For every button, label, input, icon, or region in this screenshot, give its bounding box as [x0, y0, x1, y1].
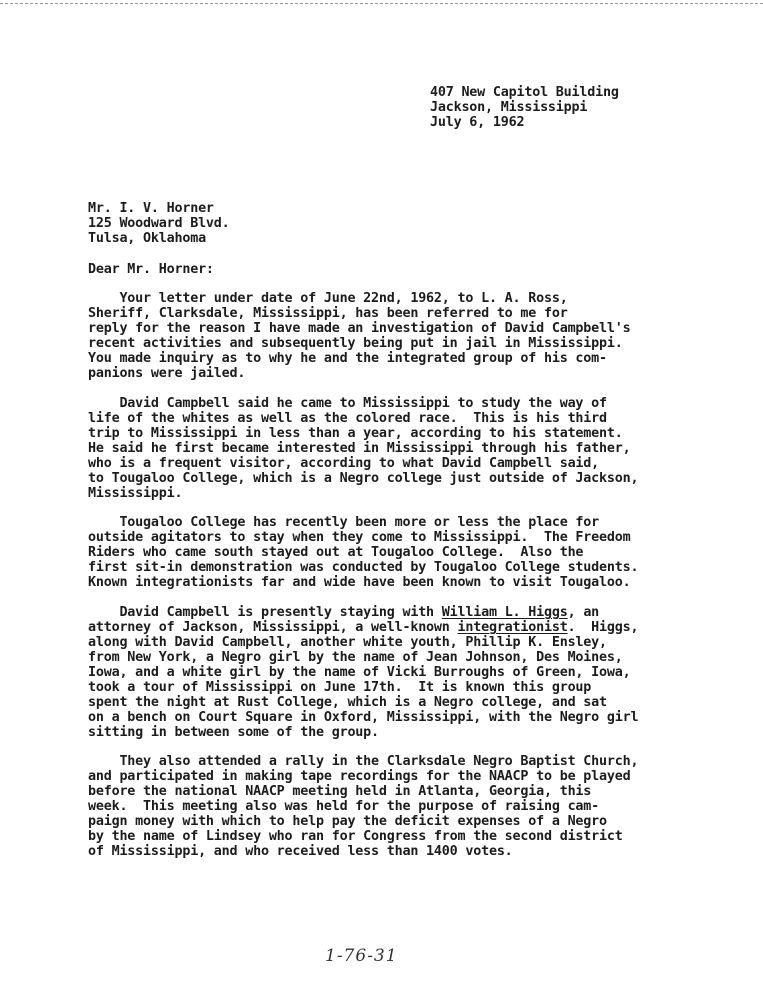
paragraph-line: and participated in making tape recordings for the NAACP to be played	[88, 769, 631, 784]
paragraph-line: from New York, a Negro girl by the name of Jean Johnson, Des Moines,	[88, 650, 623, 665]
paragraph-line: Tougaloo College has recently been more or less the place for	[88, 515, 600, 530]
salutation: Dear Mr. Horner:	[88, 262, 214, 277]
paragraph-line: You made inquiry as to why he and the integrated group of his com-	[88, 351, 607, 366]
paragraph-line: trip to Mississippi in less than a year, according to his statement.	[88, 426, 623, 441]
paragraph-line: David Campbell is presently staying with William L. Higgs, an	[88, 605, 600, 620]
paragraph-line: took a tour of Mississippi on June 17th. It is known this group	[88, 680, 592, 695]
paragraph-line: Your letter under date of June 22nd, 1962, to L. A. Ross,	[88, 291, 568, 306]
paragraph-line: attorney of Jackson, Mississippi, a well-known integrationist. Higgs,	[88, 620, 639, 635]
paragraph-line: David Campbell said he came to Mississippi to study the way of	[88, 396, 607, 411]
return-address-line: Jackson, Mississippi	[430, 100, 588, 115]
paragraph-line: Known integrationists far and wide have been known to visit Tougaloo.	[88, 575, 631, 590]
paragraph-line: first sit-in demonstration was conducted by Tougaloo College students.	[88, 560, 639, 575]
underlined-text: integrationist	[457, 620, 568, 635]
paragraph-line: along with David Campbell, another white youth, Phillip K. Ensley,	[88, 635, 607, 650]
paragraph-line: reply for the reason I have made an investigation of David Campbell's	[88, 321, 631, 336]
underlined-text: William L. Higgs	[441, 605, 568, 620]
letter-date: July 6, 1962	[430, 115, 525, 130]
paragraph-line: Iowa, and a white girl by the name of Vicki Burroughs of Green, Iowa,	[88, 665, 631, 680]
paragraph-line: to Tougaloo College, which is a Negro college just outside of Jackson,	[88, 471, 639, 486]
perforation-line	[0, 3, 763, 4]
paragraph-line: paign money with which to help pay the deficit expenses of a Negro	[88, 814, 607, 829]
paragraph-line: He said he first became interested in Mississippi through his father,	[88, 441, 631, 456]
paragraph-line: outside agitators to stay when they come to Mississippi. The Freedom	[88, 530, 631, 545]
recipient-name: Mr. I. V. Horner	[88, 201, 214, 216]
paragraph-line: life of the whites as well as the colored race. This is his third	[88, 411, 607, 426]
paragraph-line: who is a frequent visitor, according to what David Campbell said,	[88, 456, 600, 471]
paragraph-line: recent activities and subsequently being put in jail in Mississippi.	[88, 336, 623, 351]
paragraph-line: Mississippi.	[88, 486, 183, 501]
paragraph-line: Sheriff, Clarksdale, Mississippi, has been referred to me for	[88, 306, 568, 321]
paragraph-line: week. This meeting also was held for the purpose of raising cam-	[88, 799, 600, 814]
paragraph-line: of Mississippi, and who received less than 1400 votes.	[88, 844, 513, 859]
paragraph-line: by the name of Lindsey who ran for Congress from the second district	[88, 829, 623, 844]
paragraph-line: They also attended a rally in the Clarksdale Negro Baptist Church,	[88, 754, 639, 769]
recipient-city: Tulsa, Oklahoma	[88, 231, 206, 246]
handwritten-file-number: 1-76-31	[325, 946, 398, 966]
recipient-street: 125 Woodward Blvd.	[88, 216, 230, 231]
paragraph-line: panions were jailed.	[88, 366, 246, 381]
return-address-line: 407 New Capitol Building	[430, 85, 619, 100]
paragraph-line: sitting in between some of the group.	[88, 725, 379, 740]
paragraph-line: before the national NAACP meeting held in Atlanta, Georgia, this	[88, 784, 592, 799]
paragraph-line: on a bench on Court Square in Oxford, Mississippi, with the Negro girl	[88, 710, 639, 725]
paragraph-line: spent the night at Rust College, which is a Negro college, and sat	[88, 695, 607, 710]
paragraph-line: Riders who came south stayed out at Tougaloo College. Also the	[88, 545, 584, 560]
